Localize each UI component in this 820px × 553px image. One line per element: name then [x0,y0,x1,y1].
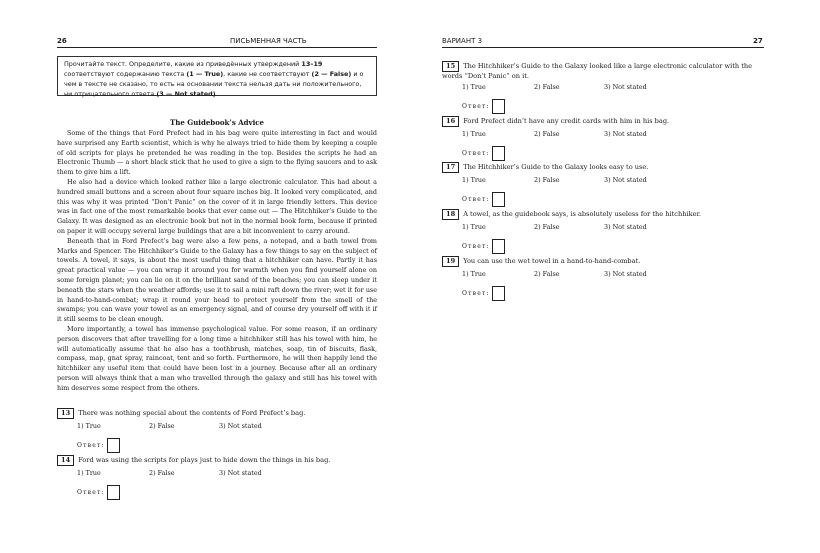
question-18 [442,209,764,254]
answer-box[interactable] [492,192,505,207]
instruction-text-3: , какие не соответствуют [223,70,312,78]
answer-row [442,146,764,161]
answer-row [442,239,764,254]
option-not-stated: 3) Not stated [219,469,262,477]
instruction-text-5: . [215,90,218,98]
answer-box[interactable] [107,485,120,500]
answer-label: Ответ: [462,103,490,110]
option-false: 2) False [534,176,560,184]
right-page [410,0,820,553]
paragraph: Beneath that in Ford Prefect’s bag were also a few pens, a notepad, and a bath towel from Marks and Spencer. The Hitchhiker’s Guide to the Galaxy has a few things to say on the subject of towels. A towel, it says, is about the most useful thing that a hitchhiker can have. Partly it has great practical value — you can wrap it around you for warmth when you find yourself alone on some foreign planet; you can lie on it on the brilliant sand of the beaches; you can sleep under it beneath the stars when the weather affords; use it to sail a mini raft down the river; wet it for use in hand-to-hand-combat; wrap it round your head to protect yourself from the smell of the swamps; you can wave your towel as an emergency signal, and of course dry yourself off with it if it still seems to be clean enough. [57,236,377,324]
question-text: Ford was using the scripts for plays just to hide down the things in his bag. [78,456,331,464]
question-15 [442,61,764,114]
options [57,422,377,432]
answer-row [57,438,377,453]
page-number-left: 26 [57,37,67,45]
options [442,83,764,93]
answer-label: Ответ: [77,442,105,449]
question-16 [442,116,764,161]
answer-box[interactable] [107,438,120,453]
question-17 [442,162,764,207]
option-false: 2) False [534,223,560,231]
instruction-text-4: и о чем в тексте не сказано, то есть на основании текста нельзя дать ни положительного, ни отрицательного ответа [64,70,364,98]
question-number: 19 [442,256,459,267]
reading-text [57,129,377,394]
question-text: The Hitchhiker’s Guide to the Galaxy looks easy to use. [463,163,649,171]
answer-box[interactable] [492,99,505,114]
option-false: 2) False [149,422,175,430]
answer-row [442,99,764,114]
question-text: There was nothing special about the contents of Ford Prefect’s bag. [78,409,306,417]
question-number: 15 [442,61,459,72]
option-not-stated: 3) Not stated [219,422,262,430]
options [57,469,377,479]
answer-row [442,192,764,207]
options [442,223,764,233]
option-false: 2) False [149,469,175,477]
question-text: A towel, as the guidebook says, is absolutely useless for the hitchhiker. [463,210,701,218]
option-not-stated: 3) Not stated [604,130,647,138]
answer-box[interactable] [492,146,505,161]
answer-label: Ответ: [462,290,490,297]
option-not-stated: 3) Not stated [604,83,647,91]
answer-label: Ответ: [462,243,490,250]
option-false: 2) False [534,270,560,278]
option-not-stated: 3) Not stated [604,176,647,184]
options [442,130,764,140]
option-true: 1) True [462,223,486,231]
answer-row [442,286,764,301]
paragraph: Some of the things that Ford Prefect had in his bag were quite interesting in fact and would have surprised any Earth scientist, which is why he always tried to hide them by keeping a couple of old scripts for plays he pretended he was reading in the top. Besides the scripts he had an Electronic Thumb — a short black stick that he used to give a sign to the flying saucers and to ask them to give him a lift. [57,129,377,177]
instruction-range: 13–19 [301,60,323,68]
option-true: 1) True [462,83,486,91]
text-title: The Guidebook’s Advice [170,118,264,127]
option-not-stated: 3) Not stated [604,223,647,231]
question-19 [442,256,764,301]
answer-box[interactable] [492,239,505,254]
question-number: 14 [57,455,74,466]
question-number: 13 [57,408,74,419]
instruction-box [57,56,377,96]
answer-label: Ответ: [77,489,105,496]
question-14 [57,455,377,500]
answer-row [57,485,377,500]
page-number-right: 27 [753,37,763,45]
question-number: 17 [442,162,459,173]
instruction-false: (2 — False) [311,70,352,78]
option-not-stated: 3) Not stated [604,270,647,278]
question-number: 18 [442,209,459,220]
header-rule-right [442,47,764,48]
paragraph: He also had a device which looked rather like a large electronic calculator. This had about a hundred small buttons and a screen about four square inches big. It looked very complicated, and this was why it was printed “Don’t Panic” on the cover of it in large friendly letters. This device was in fact one of the most remarkable books that ever came out — The Hitchhiker’s Guide to the Galaxy. It was designed as an electronic book but not in the normal book form, because if printed on paper it will occupy several large buildings that are a bit inconvenient to carry around. [57,177,377,235]
instruction-text-1: Прочитайте текст. Определите, какие из приведённых утверждений [64,60,302,68]
question-13 [57,408,377,453]
answer-label: Ответ: [462,196,490,203]
answer-box[interactable] [492,286,505,301]
option-true: 1) True [77,469,101,477]
variant-label: ВАРИАНТ 3 [442,37,483,45]
options [442,176,764,186]
instruction-text-2: соответствуют содержанию текста [64,70,187,78]
instruction-not-stated: (3 — Not stated) [156,90,216,98]
option-true: 1) True [462,130,486,138]
instruction-true: (1 — True) [186,70,224,78]
question-number: 16 [442,116,459,127]
option-false: 2) False [534,130,560,138]
option-true: 1) True [77,422,101,430]
paragraph: More importantly, a towel has immense psychological value. For some reason, if an ordinary person discovers that after travelling for a long time a hitchhiker still has his towel with him, he will automatically assume that he also has a toothbrush, matches, soap, tin of biscuits, flask, compass, map, gnat spray, raincoat, tent and so forth. Furthermore, he will then happily lend the hitchhiker any useful item that could have been lost in a journey. Because after all an ordinary person will always think that a man who travelled through the galaxy and still has his towel with him deserves some respect from the others. [57,324,377,392]
running-head: ПИСЬМЕННАЯ ЧАСТЬ [230,37,307,45]
question-text: The Hitchhiker’s Guide to the Galaxy looked like a large electronic calculator with the words “Don’t Panic” on it. [442,62,753,80]
header-rule-left [57,47,377,48]
question-text: Ford Prefect didn’t have any credit cards with him in his bag. [463,117,670,125]
option-true: 1) True [462,176,486,184]
option-false: 2) False [534,83,560,91]
question-text: You can use the wet towel in a hand-to-hand-combat. [463,257,641,265]
answer-label: Ответ: [462,150,490,157]
options [442,270,764,280]
option-true: 1) True [462,270,486,278]
